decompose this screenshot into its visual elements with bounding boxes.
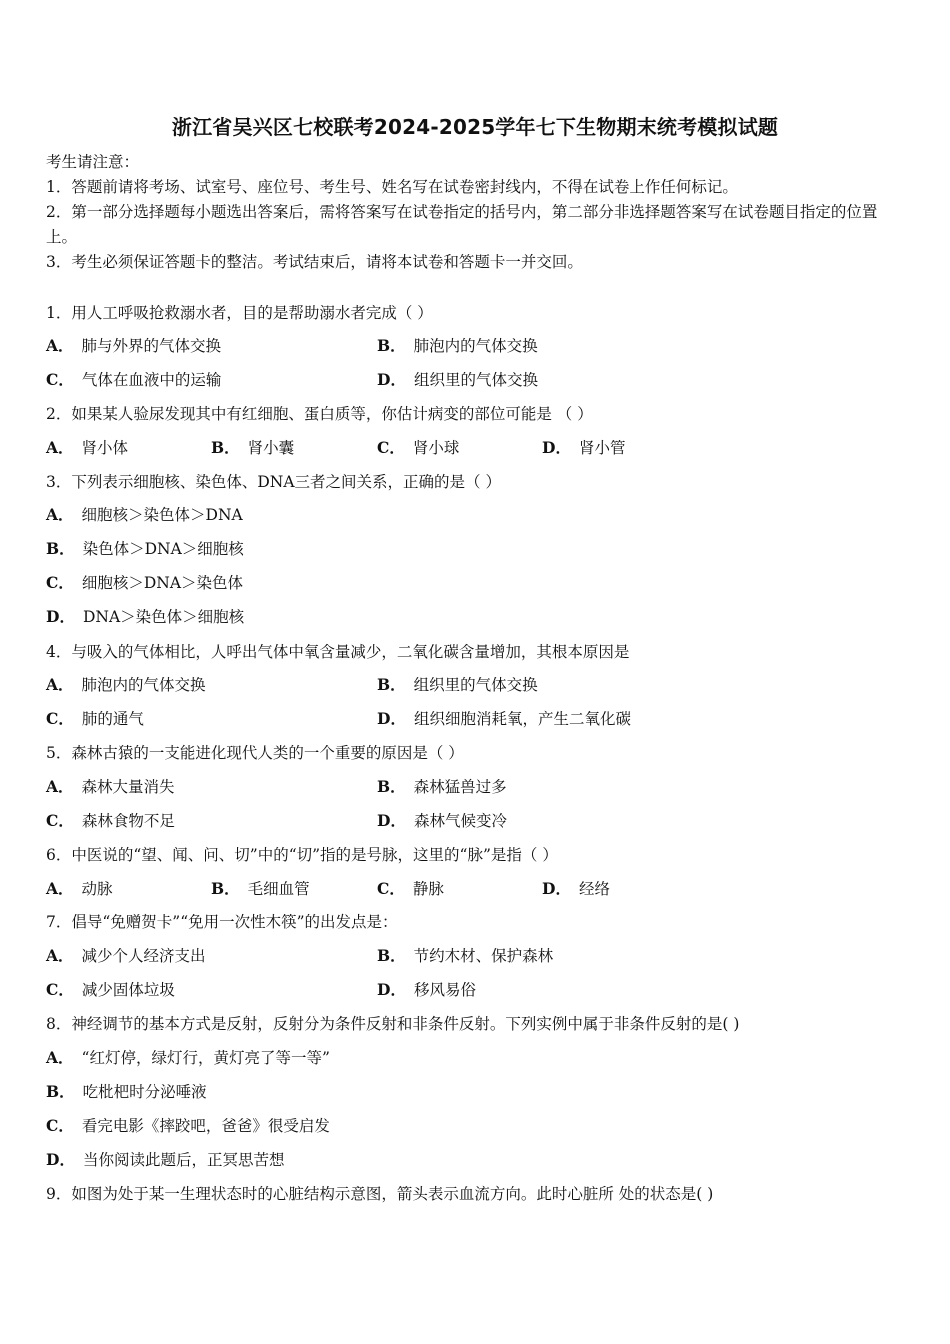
option-c <box>377 436 459 458</box>
question-stem: 5．森林古猿的一支能进化现代人类的一个重要的原因是（ ） <box>46 744 464 762</box>
option-c <box>46 1114 330 1136</box>
question-stem: 2．如果某人验尿发现其中有红细胞、蛋白质等，你估计病变的部位可能是 （ ） <box>46 405 593 423</box>
option-label: C． <box>46 811 74 830</box>
option-d <box>377 809 507 831</box>
option-text: 当你阅读此题后，正冥思苦想 <box>82 1151 285 1169</box>
option-d <box>377 707 631 729</box>
option-a <box>46 673 206 695</box>
option-d <box>542 877 610 899</box>
option-c <box>46 571 243 593</box>
page-title: 浙江省吴兴区七校联考2024-2025学年七下生物期末统考模拟试题 <box>171 115 779 139</box>
option-label: B． <box>211 879 240 898</box>
option-text: 看完电影《摔跤吧，爸爸》很受启发 <box>81 1117 330 1135</box>
option-label: D． <box>46 607 75 626</box>
question-stem: 8．神经调节的基本方式是反射，反射分为条件反射和非条件反射。下列实例中属于非条件反射的是( ) <box>46 1015 740 1033</box>
option-label: B． <box>377 946 406 965</box>
option-label: A． <box>46 438 74 457</box>
option-text: 细胞核＞DNA＞染色体 <box>81 574 244 592</box>
option-text: 静脉 <box>412 880 444 898</box>
option-label: A． <box>46 879 74 898</box>
option-text: 吃枇杷时分泌唾液 <box>82 1083 207 1101</box>
option-label: D． <box>377 980 406 999</box>
option-b <box>377 775 507 797</box>
option-label: C． <box>377 879 405 898</box>
option-c <box>46 368 221 390</box>
option-label: D． <box>377 370 406 389</box>
option-text: 肾小管 <box>578 439 626 457</box>
option-d <box>46 605 244 627</box>
question-stem: 3．下列表示细胞核、染色体、DNA三者之间关系，正确的是（ ） <box>46 473 501 491</box>
option-text: 移风易俗 <box>413 981 476 999</box>
option-text: 动脉 <box>81 880 113 898</box>
option-text: 肾小囊 <box>247 439 295 457</box>
option-label: A． <box>46 777 74 796</box>
option-label: B． <box>46 539 75 558</box>
option-text: 肺的通气 <box>81 710 144 728</box>
option-d <box>377 978 476 1000</box>
option-c <box>46 809 175 831</box>
option-label: A． <box>46 675 74 694</box>
option-c <box>46 978 175 1000</box>
notice-item: 1．答题前请将考场、试室号、座位号、考生号、姓名写在试卷密封线内，不得在试卷上作任何标记。 <box>46 178 738 196</box>
option-label: A． <box>46 505 74 524</box>
option-label: D． <box>542 879 571 898</box>
option-label: C． <box>377 438 405 457</box>
notice-section <box>46 150 906 275</box>
option-b <box>211 877 310 899</box>
option-label: D． <box>377 709 406 728</box>
question-stem: 7．倡导“免赠贺卡”“免用一次性木筷”的出发点是： <box>46 913 398 931</box>
option-text: 肺泡内的气体交换 <box>413 337 538 355</box>
option-c <box>377 877 444 899</box>
option-label: D． <box>377 811 406 830</box>
option-b <box>377 673 538 695</box>
question-stem: 4．与吸入的气体相比，人呼出气体中氧含量减少，二氧化碳含量增加，其根本原因是 <box>46 643 630 661</box>
question-stem: 9．如图为处于某一生理状态时的心脏结构示意图，箭头表示血流方向。此时心脏所 处的状态是( ) <box>46 1185 714 1203</box>
option-text: DNA＞染色体＞细胞核 <box>82 608 245 626</box>
option-a <box>46 436 128 458</box>
option-label: C． <box>46 980 74 999</box>
option-text: 组织细胞消耗氧，产生二氧化碳 <box>413 710 631 728</box>
option-text: 染色体＞DNA＞细胞核 <box>82 540 244 558</box>
option-d <box>542 436 625 458</box>
option-text: 肺泡内的气体交换 <box>81 676 206 694</box>
option-text: 细胞核＞染色体＞DNA <box>81 506 243 524</box>
notice-heading: 考生请注意： <box>46 153 140 171</box>
option-a <box>46 503 243 525</box>
option-text: 减少固体垃圾 <box>81 981 175 999</box>
option-label: B． <box>377 777 406 796</box>
option-text: 组织里的气体交换 <box>413 676 538 694</box>
option-label: C． <box>46 370 74 389</box>
option-text: 毛细血管 <box>247 880 310 898</box>
option-b <box>46 537 244 559</box>
option-text: 森林气候变冷 <box>413 812 507 830</box>
option-c <box>46 707 144 729</box>
option-label: A． <box>46 336 74 355</box>
option-label: A． <box>46 1048 74 1067</box>
option-text: 森林食物不足 <box>81 812 175 830</box>
option-a <box>46 877 113 899</box>
notice-item: 2．第一部分选择题每小题选出答案后，需将答案写在试卷指定的括号内，第二部分非选择题答案写在试卷题目指定的位置上。 <box>46 203 878 246</box>
option-label: B． <box>377 675 406 694</box>
option-label: C． <box>46 573 74 592</box>
notice-item: 3．考生必须保证答题卡的整洁。考试结束后，请将本试卷和答题卡一并交回。 <box>46 253 583 271</box>
option-b <box>377 944 553 966</box>
option-label: B． <box>46 1082 75 1101</box>
option-label: D． <box>542 438 571 457</box>
option-text: 肾小体 <box>81 439 129 457</box>
option-text: 肾小球 <box>412 439 460 457</box>
option-d <box>46 1148 284 1170</box>
option-b <box>377 334 538 356</box>
question-stem: 1．用人工呼吸抢救溺水者，目的是帮助溺水者完成（ ） <box>46 304 433 322</box>
option-label: D． <box>46 1150 75 1169</box>
option-text: 减少个人经济支出 <box>81 947 206 965</box>
option-a <box>46 1046 330 1068</box>
option-text: 节约木材、保护森林 <box>413 947 554 965</box>
option-a <box>46 944 206 966</box>
option-d <box>377 368 538 390</box>
option-text: 经络 <box>578 880 610 898</box>
option-b <box>46 1080 207 1102</box>
option-label: C． <box>46 1116 74 1135</box>
option-text: 组织里的气体交换 <box>413 371 538 389</box>
question-stem: 6．中医说的“望、闻、问、切”中的“切”指的是号脉，这里的“脉”是指（ ） <box>46 846 558 864</box>
option-text: 气体在血液中的运输 <box>81 371 222 389</box>
option-text: 肺与外界的气体交换 <box>81 337 222 355</box>
option-text: “红灯停，绿灯行，黄灯亮了等一等” <box>81 1049 330 1067</box>
option-text: 森林猛兽过多 <box>413 778 507 796</box>
option-label: B． <box>211 438 240 457</box>
option-text: 森林大量消失 <box>81 778 175 796</box>
option-a <box>46 334 221 356</box>
option-label: A． <box>46 946 74 965</box>
option-a <box>46 775 175 797</box>
option-label: C． <box>46 709 74 728</box>
option-b <box>211 436 294 458</box>
option-label: B． <box>377 336 406 355</box>
